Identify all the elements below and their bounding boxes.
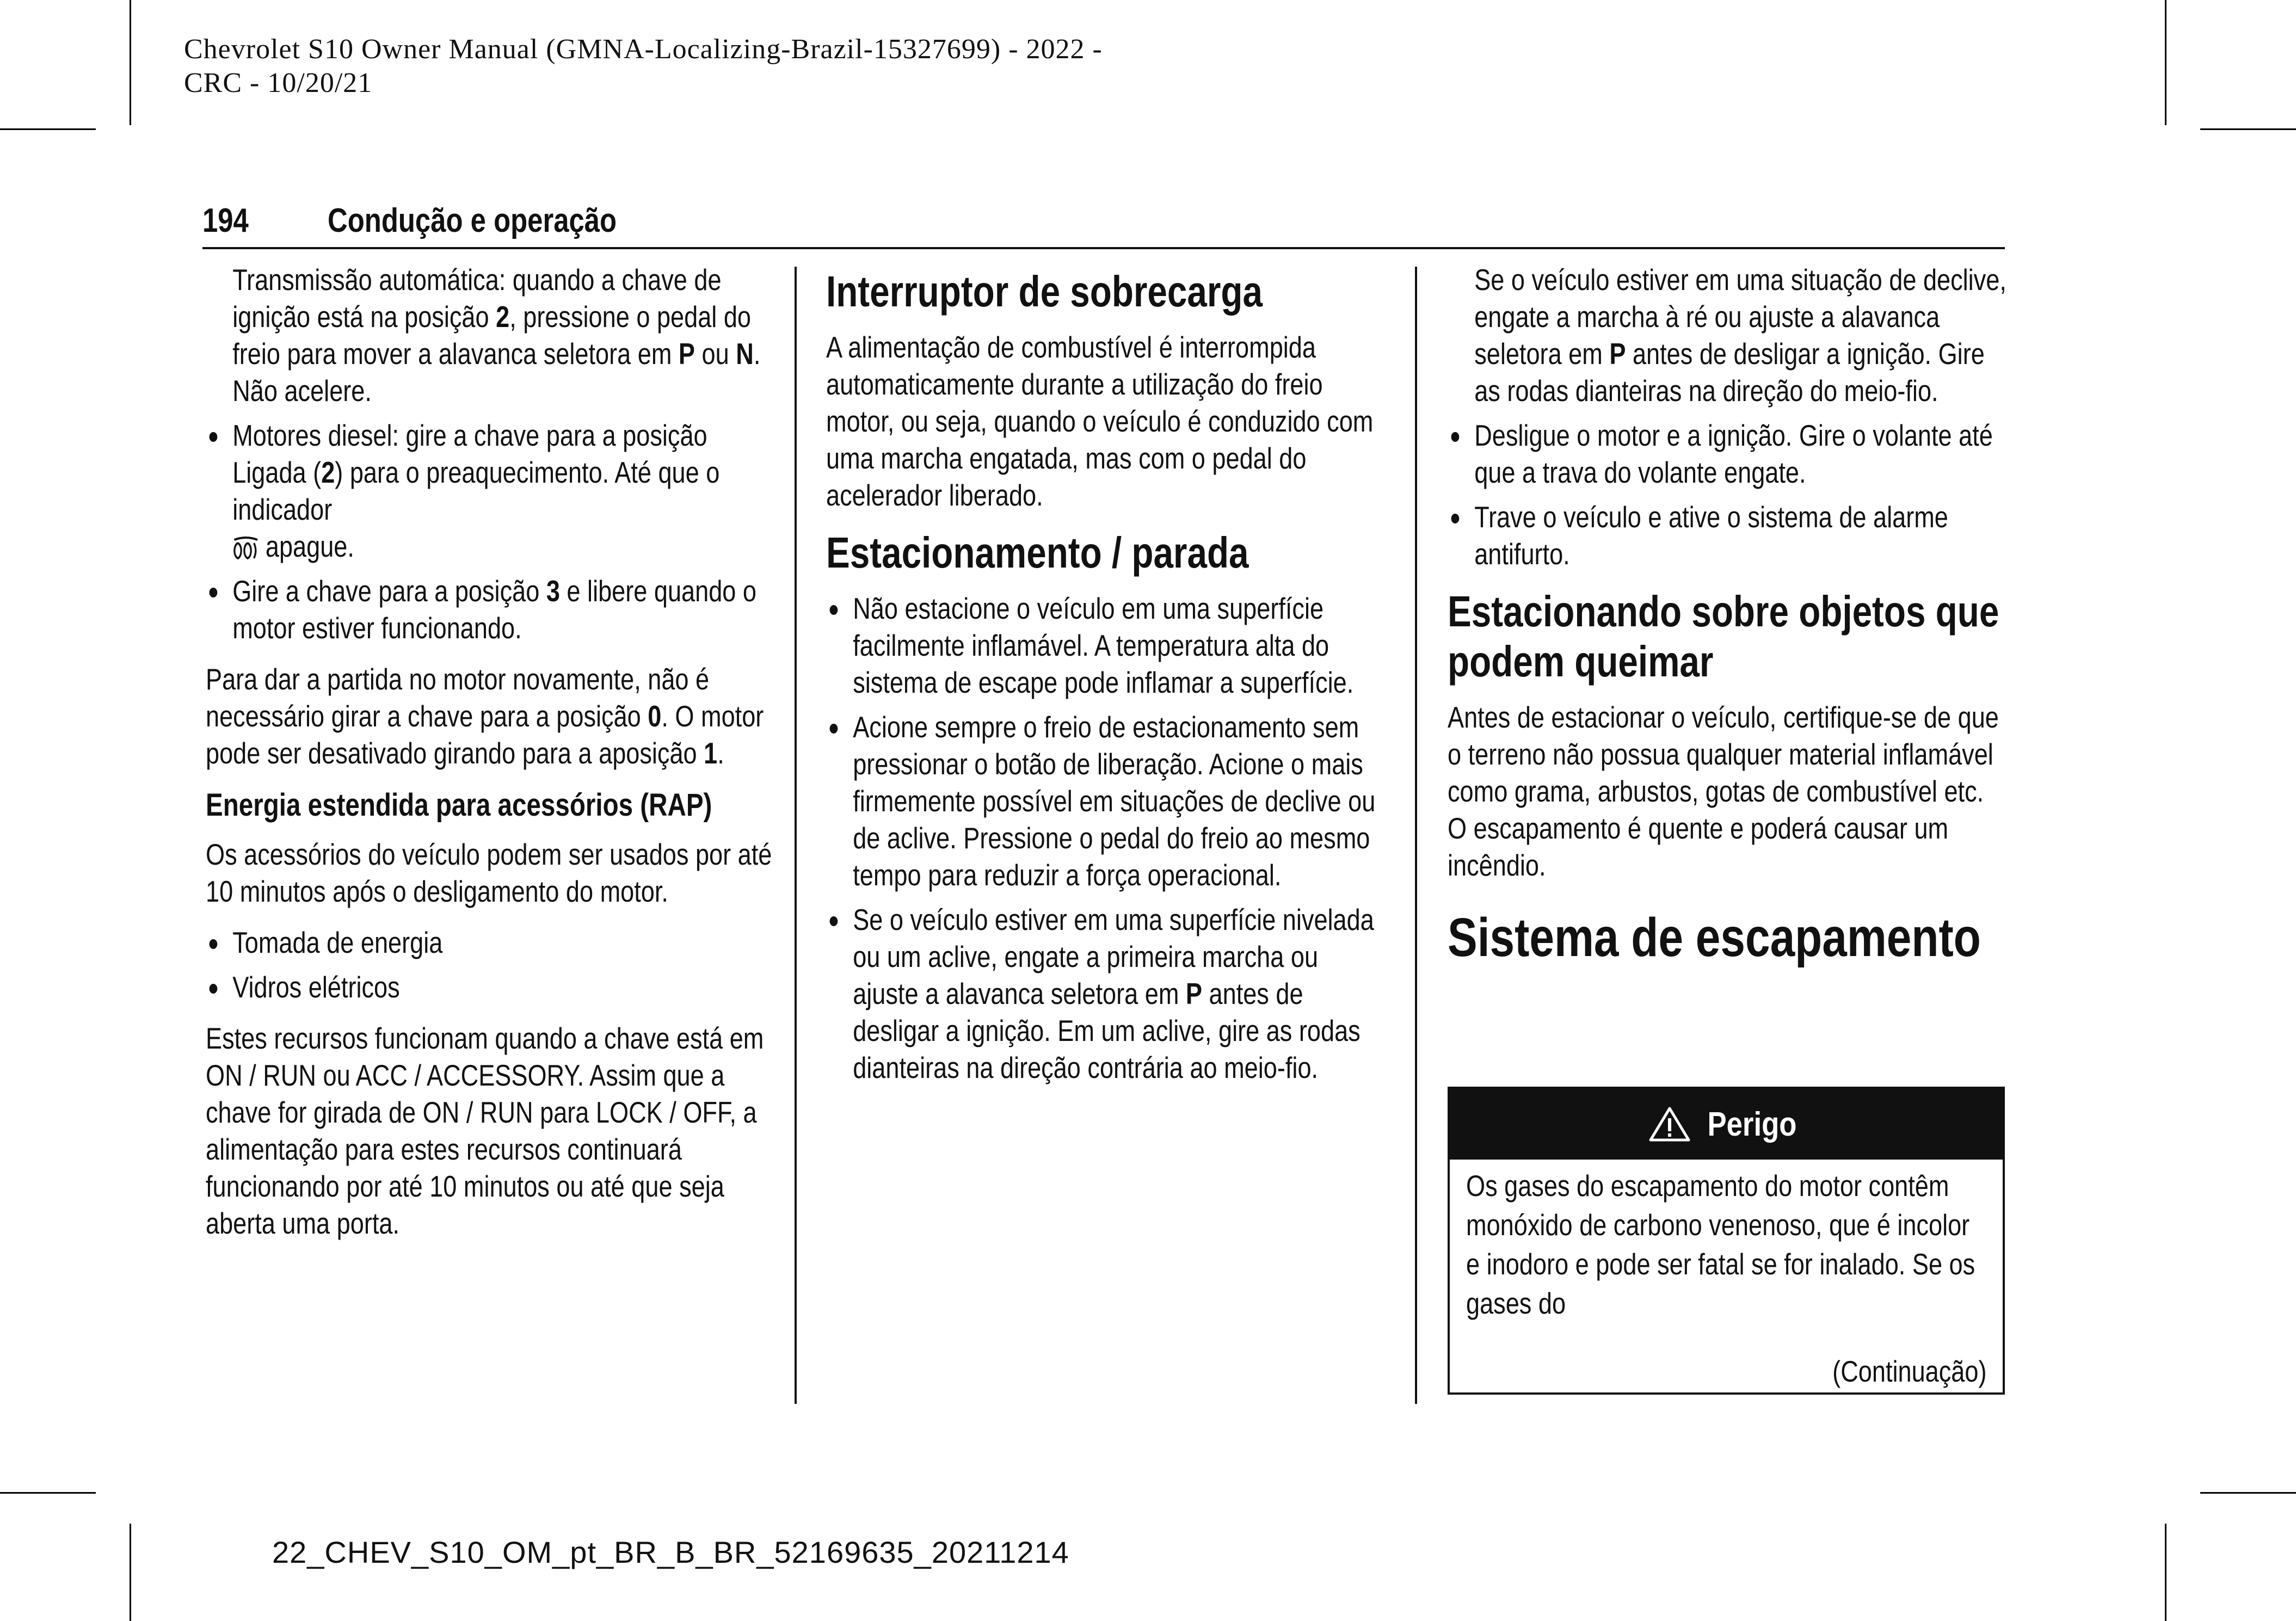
list-item: Acione sempre o freio de estacionamento sem pressionar o botão de liberação. Acione o mais firmemente possível em situações de declive ou de aclive. Pressione o pedal do freio ao mesmo tempo para reduzir a força operacional.: [826, 708, 1376, 893]
crop-mark: [2165, 0, 2166, 125]
list-item: Se o veículo estiver em uma superfície nivelada ou um aclive, engate a primeira marcha ou ajuste a alavanca seletora em P antes de desligar a ignição. Em um aclive, gire as rodas dianteiras na direção contrária ao meio-fio.: [826, 901, 1376, 1086]
paragraph: Os acessórios do veículo podem ser usados por até 10 minutos após o desligamento do motor.: [206, 837, 772, 908]
subheading: Energia estendida para acessórios (RAP): [206, 787, 712, 823]
continuation-note: (Continuação): [1832, 1354, 1986, 1388]
meta-line: Chevrolet S10 Owner Manual (GMNA-Localizing-Brazil-15327699) - 2022 -: [184, 34, 1103, 65]
list-item: Vidros elétricos: [206, 969, 772, 1006]
paragraph: Para dar a partida no motor novamente, não é necessário girar a chave para a posição 0. O motor pode ser desativado girando para a aposição 1.: [206, 662, 764, 770]
chapter-heading: Sistema de escapamento: [1448, 907, 1981, 968]
danger-body: [1450, 1160, 2003, 1323]
footer-code: 22_CHEV_S10_OM_pt_BR_B_BR_52169635_20211214: [272, 1535, 1069, 1569]
column-3: [1448, 261, 2008, 982]
crop-mark: [2200, 1492, 2296, 1494]
running-head: [202, 197, 2005, 249]
list-item: Trave o veículo e ative o sistema de alarme antifurto.: [1448, 498, 2008, 572]
danger-header: [1450, 1089, 2003, 1160]
crop-mark: [0, 128, 96, 130]
list-item: Gire a chave para a posição 3 e libere quando o motor estiver funcionando.: [206, 572, 772, 646]
meta-line: CRC - 10/20/21: [184, 67, 373, 98]
page-number: 194: [202, 202, 249, 239]
section-heading: Interruptor de sobrecarga: [826, 267, 1263, 316]
danger-label: Perigo: [1707, 1105, 1796, 1143]
section-heading: Estacionando sobre objetos que podem queimar: [1448, 587, 1999, 686]
column-divider: [795, 267, 797, 1404]
crop-mark: [2200, 128, 2296, 130]
continued-paragraph: Transmissão automática: quando a chave de ignição está na posição 2, pressione o pedal do freio para mover a alavanca seletora em P ou N. Não acelere.: [232, 263, 761, 408]
warning-triangle-icon: [1648, 1106, 1691, 1142]
section-title: Condução e operação: [328, 202, 617, 239]
crop-mark: [130, 0, 131, 125]
paragraph: Estes recursos funcionam quando a chave está em ON / RUN ou ACC / ACCESSORY. Assim que a chave for girada de ON / RUN para LOCK / OFF, a alimentação para estes recursos continuará funcionando por até 10 minutos ou até que seja aberta uma porta.: [206, 1021, 764, 1240]
crop-mark: [0, 1492, 96, 1494]
danger-notice: [1448, 1087, 2005, 1395]
danger-text: Os gases do escapamento do motor contêm monóxido de carbono venenoso, que é incolor e inodoro e pode ser fatal se for inalado. Se os gases do: [1466, 1169, 1975, 1320]
column-1: [206, 261, 772, 1256]
preheat-indicator-icon: [232, 535, 259, 562]
crop-mark: [130, 1524, 131, 1621]
list-item: Não estacione o veículo em uma superfície facilmente inflamável. A temperatura alta do sistema de escape pode inflamar a superfície.: [826, 590, 1376, 701]
paragraph: A alimentação de combustível é interrompida automaticamente durante a utilização do freio motor, ou seja, quando o veículo é conduzido com uma marcha engatada, mas com o pedal do acelerador liberado.: [826, 330, 1374, 512]
list-item: Desligue o motor e a ignição. Gire o volante até que a trava do volante engate.: [1448, 417, 2008, 491]
document-meta: [184, 33, 1103, 100]
column-2: [826, 261, 1376, 1094]
crop-mark: [2165, 1524, 2166, 1621]
column-divider: [1415, 267, 1417, 1404]
list-item: Tomada de energia: [206, 924, 772, 961]
section-heading: Estacionamento / parada: [826, 528, 1249, 577]
paragraph: Antes de estacionar o veículo, certifique-se de que o terreno não possua qualquer material inflamável como grama, arbustos, gotas de combustível etc. O escapamento é quente e poderá causar um incêndio.: [1448, 700, 1999, 882]
list-item: Motores diesel: gire a chave para a posição Ligada (2) para o preaquecimento. Até que o indicador apague.: [206, 417, 772, 565]
continued-paragraph: Se o veículo estiver em uma situação de declive, engate a marcha à ré ou ajuste a alavanca seletora em P antes de desligar a ignição. Gire as rodas dianteiras na direção do meio-fio.: [1474, 263, 2006, 408]
